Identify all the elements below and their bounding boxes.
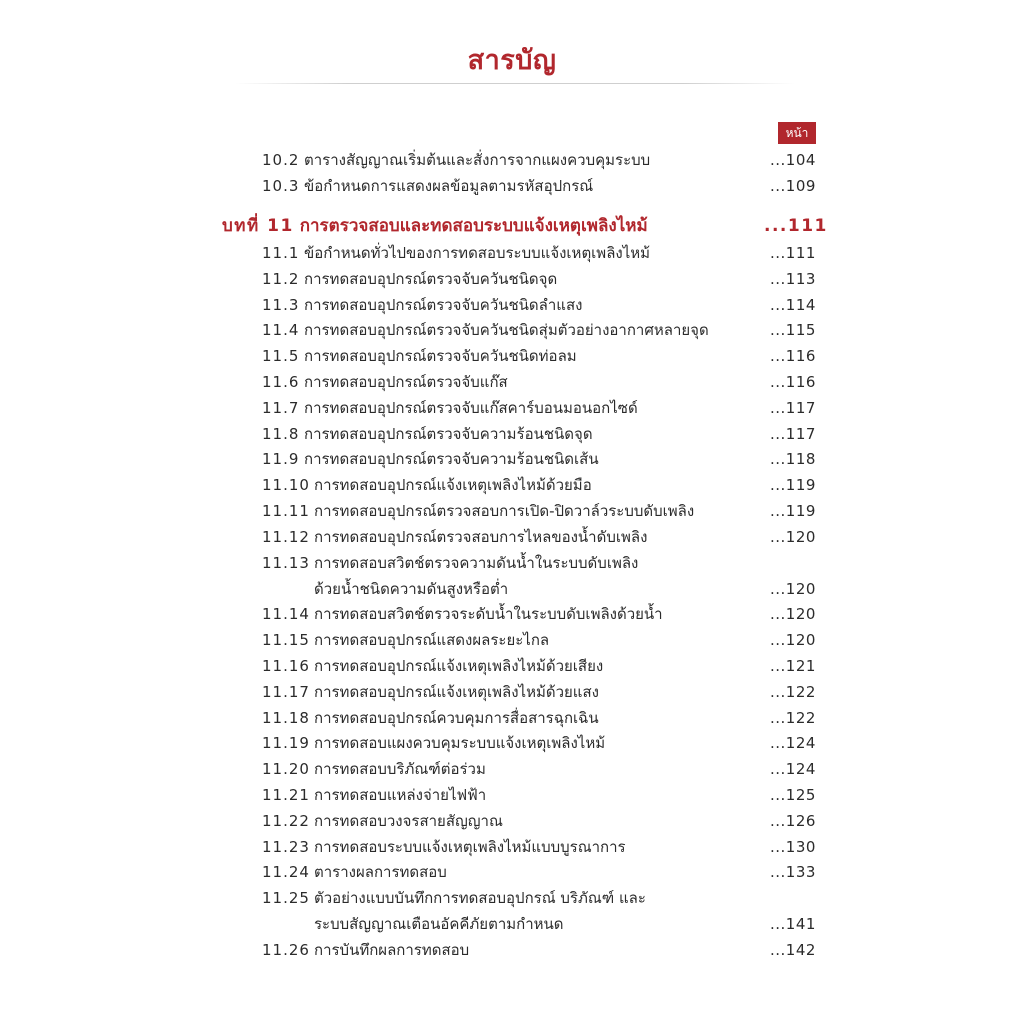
toc-entry-page: ...116 <box>770 373 816 391</box>
toc-entry-number: 11.24 <box>262 863 310 882</box>
toc-entry-page: ...126 <box>770 811 816 830</box>
toc-entry-page: ...121 <box>770 657 816 675</box>
toc-entry-page: ...104 <box>770 151 816 169</box>
toc-entry-number: 11.8 <box>262 424 300 443</box>
toc-entry-number: 11.15 <box>262 631 310 650</box>
toc-entry-title: ตัวอย่างแบบบันทึกการทดสอบอุปกรณ์ บริภัณฑ์ และ <box>314 889 646 908</box>
toc-entry-number: 10.2 <box>262 151 300 169</box>
toc-entry-page: ...130 <box>770 837 816 856</box>
toc-entry-title-continued: ด้วยน้ำชนิดความดันสูงหรือต่ำ <box>314 579 509 598</box>
toc-entry-number: 11.17 <box>262 682 310 701</box>
toc-entry-number: 11.26 <box>262 941 310 959</box>
toc-entry-page: ...120 <box>770 605 816 624</box>
toc-entry-page: ...124 <box>770 760 816 779</box>
toc-entry-title: การทดสอบแผงควบคุมระบบแจ้งเหตุเพลิงไหม้ <box>314 734 606 753</box>
toc-entry-title-continued: ระบบสัญญาณเตือนอัคคีภัยตามกำหนด <box>314 915 564 934</box>
toc-entry-title: ข้อกำหนดทั่วไปของการทดสอบระบบแจ้งเหตุเพลิงไหม้ <box>304 244 651 262</box>
toc-entry-page: ...115 <box>770 321 816 340</box>
toc-entry-page: ...111 <box>770 244 816 262</box>
toc-entry-page: ...114 <box>770 295 816 314</box>
toc-entry-page: ...116 <box>770 347 816 366</box>
toc-entry-page: ...124 <box>770 734 816 753</box>
toc-entry-title: การทดสอบบริภัณฑ์ต่อร่วม <box>314 760 486 779</box>
toc-entry-title: ข้อกำหนดการแสดงผลข้อมูลตามรหัสอุปกรณ์ <box>304 177 594 195</box>
chapter-label: บทที่ 11 <box>222 216 294 236</box>
toc-entry-page: ...109 <box>770 177 816 195</box>
toc-entry-number: 11.6 <box>262 373 300 391</box>
toc-entry-title: การทดสอบอุปกรณ์แสดงผลระยะไกล <box>314 631 550 650</box>
chapter-heading <box>222 215 648 237</box>
toc-entry-number: 11.3 <box>262 295 300 314</box>
toc-entry-title: การทดสอบอุปกรณ์ตรวจจับแก๊สคาร์บอนมอนอกไซด์ <box>304 398 638 417</box>
chapter-page-number: ...111 <box>764 216 828 236</box>
toc-entry-title: การทดสอบอุปกรณ์ตรวจจับความร้อนชนิดจุด <box>304 424 593 443</box>
toc-entry-number: 11.5 <box>262 347 300 366</box>
toc-entry-page: ...120 <box>770 579 816 598</box>
toc-entry-number: 11.20 <box>262 760 310 779</box>
toc-entry-title: การทดสอบอุปกรณ์แจ้งเหตุเพลิงไหม้ด้วยเสียง <box>314 657 604 675</box>
page-title: สารบัญ <box>467 45 557 76</box>
toc-entry-number: 11.11 <box>262 502 310 520</box>
toc-entry-title: การทดสอบอุปกรณ์ตรวจสอบการไหลของน้ำดับเพลิง <box>314 527 648 546</box>
toc-entry-number: 11.25 <box>262 889 310 908</box>
toc-entry-title: การทดสอบอุปกรณ์ตรวจสอบการเปิด-ปิดวาล์วระบบดับเพลิง <box>314 502 695 520</box>
toc-entry-title: การทดสอบอุปกรณ์ตรวจจับควันชนิดจุด <box>304 269 558 288</box>
toc-entry-number: 11.14 <box>262 605 310 624</box>
toc-entry-number: 11.12 <box>262 527 310 546</box>
toc-entry-number: 11.19 <box>262 734 310 753</box>
toc-entry-page: ...142 <box>770 941 816 959</box>
toc-entry-title: การทดสอบวงจรสายสัญญาณ <box>314 811 503 830</box>
toc-entry-page: ...117 <box>770 424 816 443</box>
toc-entry-page: ...120 <box>770 631 816 650</box>
toc-entry-page: ...117 <box>770 398 816 417</box>
toc-entry-number: 11.21 <box>262 786 310 804</box>
toc-entry-page: ...122 <box>770 682 816 701</box>
toc-entry-title: การทดสอบอุปกรณ์แจ้งเหตุเพลิงไหม้ด้วยแสง <box>314 682 599 701</box>
toc-entry-number: 10.3 <box>262 177 300 195</box>
toc-entry-page: ...120 <box>770 527 816 546</box>
toc-entry-page: ...122 <box>770 708 816 727</box>
toc-entry-title: การทดสอบอุปกรณ์ตรวจจับควันชนิดสุ่มตัวอย่างอากาศหลายจุด <box>304 321 709 340</box>
chapter-title: การตรวจสอบและทดสอบระบบแจ้งเหตุเพลิงไหม้ <box>299 216 648 236</box>
toc-entry-number: 11.2 <box>262 269 300 288</box>
toc-entry-number: 11.9 <box>262 450 300 469</box>
toc-entry-title: ตารางสัญญาณเริ่มต้นและสั่งการจากแผงควบคุมระบบ <box>304 151 651 169</box>
toc-entry-number: 11.23 <box>262 837 310 856</box>
toc-entry-number: 11.16 <box>262 657 310 675</box>
toc-entry-number: 11.22 <box>262 811 310 830</box>
toc-entry-title: การทดสอบอุปกรณ์ตรวจจับความร้อนชนิดเส้น <box>304 450 599 469</box>
toc-entry-number: 11.7 <box>262 398 300 417</box>
toc-entry-number: 11.13 <box>262 553 310 572</box>
toc-entry-page: ...113 <box>770 269 816 288</box>
toc-entry-title: การบันทึกผลการทดสอบ <box>314 941 470 959</box>
toc-entry-number: 11.1 <box>262 244 300 262</box>
toc-entry-title: ตารางผลการทดสอบ <box>314 863 447 882</box>
toc-entry-title: การทดสอบอุปกรณ์แจ้งเหตุเพลิงไหม้ด้วยมือ <box>314 476 592 495</box>
toc-entry-title: การทดสอบอุปกรณ์ตรวจจับควันชนิดท่อลม <box>304 347 577 366</box>
toc-entry-number: 11.18 <box>262 708 310 727</box>
page-column-badge: หน้า <box>778 122 816 144</box>
toc-entry-title: การทดสอบอุปกรณ์ตรวจจับแก๊ส <box>304 373 508 391</box>
toc-entry-page: ...125 <box>770 786 816 804</box>
toc-entry-title: การทดสอบแหล่งจ่ายไฟฟ้า <box>314 786 487 804</box>
toc-entry-page: ...119 <box>770 502 816 520</box>
toc-entry-page: ...119 <box>770 476 816 495</box>
toc-entry-number: 11.10 <box>262 476 310 495</box>
toc-entry-title: การทดสอบอุปกรณ์ตรวจจับควันชนิดลำแสง <box>304 295 583 314</box>
toc-entry-title: การทดสอบระบบแจ้งเหตุเพลิงไหม้แบบบูรณาการ <box>314 837 626 856</box>
toc-entry-number: 11.4 <box>262 321 300 340</box>
toc-entry-title: การทดสอบสวิตช์ตรวจระดับน้ำในระบบดับเพลิงด้วยน้ำ <box>314 605 663 624</box>
toc-entry-title: การทดสอบอุปกรณ์ควบคุมการสื่อสารฉุกเฉิน <box>314 708 599 727</box>
toc-entry-page: ...118 <box>770 450 816 469</box>
toc-entry-page: ...141 <box>770 915 816 934</box>
toc-entry-title: การทดสอบสวิตช์ตรวจความดันน้ำในระบบดับเพลิง <box>314 553 639 572</box>
title-divider <box>235 83 795 84</box>
toc-entry-page: ...133 <box>770 863 816 882</box>
